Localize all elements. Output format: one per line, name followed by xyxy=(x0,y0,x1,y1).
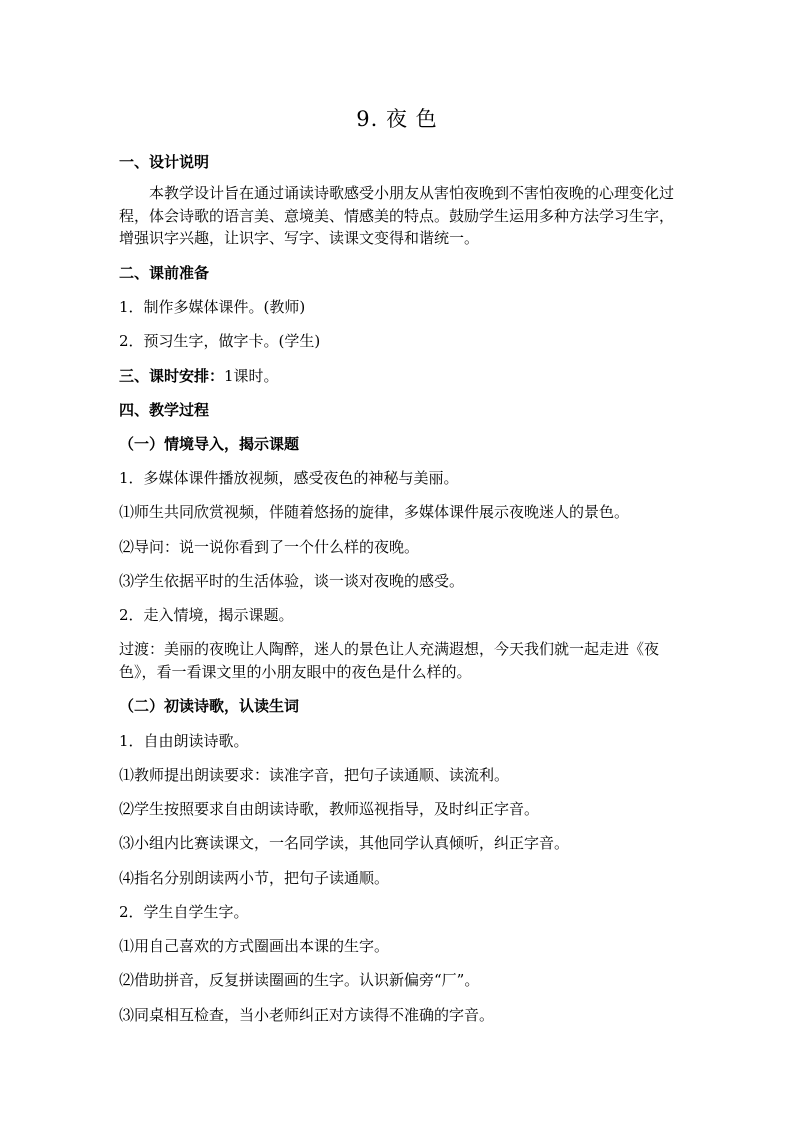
reading-step-1a: ⑴教师提出朗读要求：读准字音，把句子读通顺、读流利。 xyxy=(119,766,510,784)
design-description-paragraph: 本教学设计旨在通过诵读诗歌感受小朋友从害怕夜晚到不害怕夜晚的心理变化过程，体会诗歌的语言美、意境美、情感美的特点。鼓励学生运用多种方法学习生字，增强识字兴趣，让识字、写字、读课文变得和谐统一。 xyxy=(119,184,675,247)
intro-step-1b: ⑵导问：说一说你看到了一个什么样的夜晚。 xyxy=(119,538,420,556)
intro-step-1: 1．多媒体课件播放视频，感受夜色的神秘与美丽。 xyxy=(119,469,459,487)
preparation-item-2: 2．预习生字，做字卡。(学生) xyxy=(119,332,321,350)
section-schedule xyxy=(119,365,679,387)
reading-step-2b: ⑵借助拼音，反复拼读圈画的生字。认识新偏旁“厂”。 xyxy=(119,971,480,989)
reading-step-1: 1．自由朗读诗歌。 xyxy=(119,732,249,750)
reading-step-1d: ⑷指名分别朗读两小节，把句子读通顺。 xyxy=(119,869,390,887)
section-heading-process: 四、教学过程 xyxy=(119,401,210,419)
reading-step-2a: ⑴用自己喜欢的方式圈画出本课的生字。 xyxy=(119,937,390,955)
subsection-heading-intro: （一）情境导入，揭示课题 xyxy=(119,435,300,453)
transition-paragraph: 过渡：美丽的夜晚让人陶醉，迷人的景色让人充满遐想，今天我们就一起走进《夜色》，看一看课文里的小朋友眼中的夜色是什么样的。 xyxy=(119,640,660,681)
section-heading-design: 一、设计说明 xyxy=(119,153,210,171)
intro-step-2: 2．走入情境，揭示课题。 xyxy=(119,606,294,624)
schedule-label: 三、课时安排： xyxy=(119,367,225,385)
subsection-heading-reading: （二）初读诗歌，认读生词 xyxy=(119,697,300,715)
document-title: 9. 夜 色 xyxy=(356,107,438,131)
reading-step-1b: ⑵学生按照要求自由朗读诗歌，教师巡视指导，及时纠正字音。 xyxy=(119,800,540,818)
schedule-value: 1课时。 xyxy=(224,367,279,385)
reading-step-2c: ⑶同桌相互检查，当小老师纠正对方读得不准确的字音。 xyxy=(119,1006,495,1024)
intro-step-1c: ⑶学生依据平时的生活体验，谈一谈对夜晚的感受。 xyxy=(119,572,465,590)
preparation-item-1: 1．制作多媒体课件。(教师) xyxy=(119,298,306,316)
reading-step-1c: ⑶小组内比赛读课文，一名同学读，其他同学认真倾听，纠正字音。 xyxy=(119,834,570,852)
section-heading-preparation: 二、课前准备 xyxy=(119,264,210,282)
intro-step-1a: ⑴师生共同欣赏视频，伴随着悠扬的旋律，多媒体课件展示夜晚迷人的景色。 xyxy=(119,503,630,521)
reading-step-2: 2．学生自学生字。 xyxy=(119,903,249,921)
